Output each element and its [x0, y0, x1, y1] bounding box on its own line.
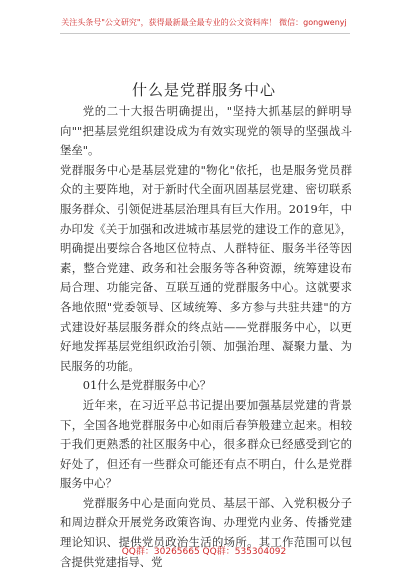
paragraph: 党群服务中心是面向党员、基层干部、入党积极分子和周边群众开展党务政策咨询、办理党内业务、传播党建理论知识、提供党员政治生活的场所。其工作范围可以包含提供党建指导、党 — [60, 495, 352, 569]
paragraph: 党群服务中心是基层党建的"物化"依托，也是服务党员群众的主要阵地，对于新时代全面巩固基层党建、密切联系服务群众、引领促进基层治理具有巨大作用。2019年，中办印发《关于加强和改进城市基层党的建设工作的意见》，明确提出要综合各地区位特点、人群特征、服务半径等因素，整合党建、政务和社会服务等各种资源，统筹建设布局合理、功能完备、互联互通的党群服务中心。这就要求各地依照"党委领导、区域统筹、多方参与共驻共建"的方式建设好基层服务群众的终点站——党群服务中心，以更好地发挥基层党组织政治引领、加强治理、凝聚力量、为民服务的功能。 — [60, 162, 352, 373]
paragraph: 近年来，在习近平总书记提出要加强基层党建的背景下，全国各地党群服务中心如雨后春笋般建立起来。相较于我们更熟悉的社区服务中心，很多群众已经感受到它的好处了，但还有一些群众可能还有点不明白，什么是党群服务中心？ — [60, 397, 352, 491]
document-title: 什么是党群服务中心 — [131, 81, 276, 99]
header-banner: 关注头条号"公文研究"，获得最新最全最专业的公文资料库！ 微信：gongwenyj — [61, 18, 347, 27]
document-body — [60, 102, 352, 572]
section-heading: 01什么是党群服务中心？ — [82, 378, 212, 393]
footer-qq-groups: QQ群：30265665 QQ群：535304092 — [121, 547, 287, 557]
header-divider — [60, 33, 350, 34]
paragraph: 党的二十大报告明确提出，"坚持大抓基层的鲜明导向""把基层党组织建设成为有效实现党的领导的坚强战斗堡垒"。 — [60, 104, 352, 158]
